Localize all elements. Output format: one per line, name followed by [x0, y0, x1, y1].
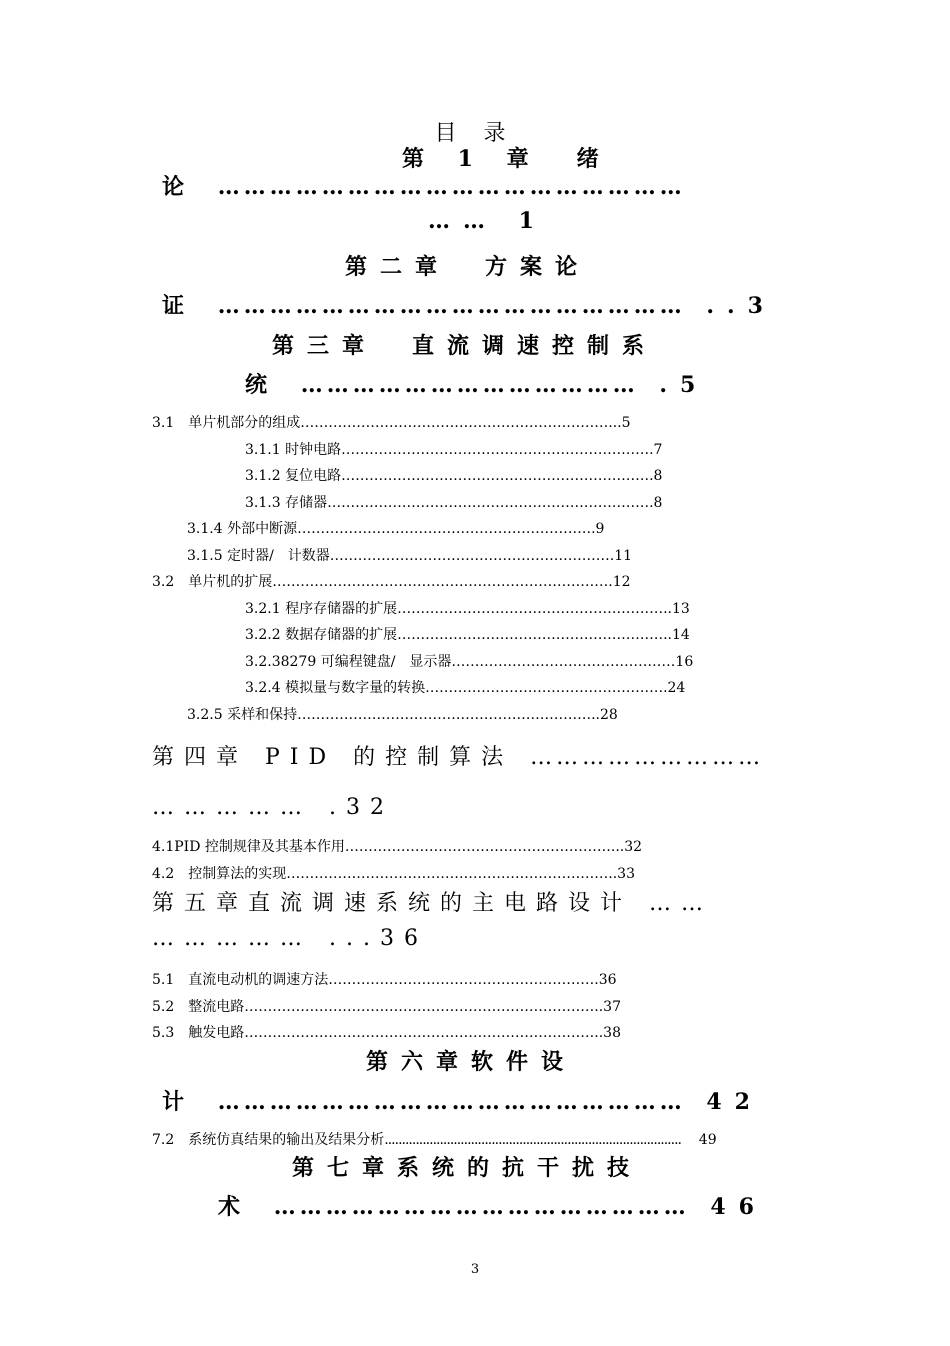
entry-page: .8	[649, 468, 663, 484]
entry-page: ..38	[594, 1025, 621, 1041]
toc-entry-5-3[interactable]	[152, 1022, 621, 1042]
chapter-1-leader-dots: ………………………………………………	[217, 174, 686, 200]
chapter-6-heading[interactable]: 第六章软件设	[366, 1049, 577, 1075]
chapter-6-leader-dots: ………………………………………………	[217, 1089, 686, 1115]
entry-dots: …………………………………………………………	[341, 468, 650, 484]
entry-label: 3.1.4 外部中断源	[187, 521, 298, 537]
chapter-5-heading[interactable]: 第五章直流调速系统的主电路设计 ……	[152, 891, 713, 916]
chapter-2-heading[interactable]: 第二章 方案论	[345, 254, 591, 280]
entry-dots: …………………………………………………………	[300, 415, 609, 431]
chapter-3-leader-dots: …………………………………	[300, 372, 639, 398]
toc-entry-4-2[interactable]	[152, 863, 635, 883]
entry-dots: ………………………………………………………	[297, 707, 592, 723]
entry-dots: …………………………………………………………………	[244, 1025, 595, 1041]
entry-dots: …………………………………………………………………	[244, 999, 595, 1015]
entry-label: 3.1.5 定时器/ 计数器	[187, 548, 330, 564]
toc-entry-3-2-5[interactable]	[187, 704, 618, 724]
entry-page: 49	[698, 1132, 717, 1148]
entry-page: ..14	[663, 627, 690, 643]
entry-label: 7.2 系统仿真结果的输出及结果分析	[152, 1132, 385, 1148]
entry-page: .36	[594, 972, 617, 988]
entry-dots: ......................................................................................	[384, 1132, 681, 1148]
entry-label: 5.1 直流电动机的调速方法	[152, 972, 329, 988]
page-number: 3	[470, 1262, 480, 1277]
chapter-3-heading[interactable]: 第三章 直流调速控制系	[272, 333, 658, 359]
entry-page: .8	[649, 495, 663, 511]
entry-label: 3.2.4 模拟量与数字量的转换	[245, 680, 426, 696]
entry-label: 4.1PID 控制规律及其基本作用	[152, 839, 345, 855]
entry-label: 3.1.3 存储器	[245, 495, 328, 511]
toc-entry-3-1-1[interactable]	[245, 439, 662, 459]
chapter-6-tail-text: 计	[162, 1089, 198, 1115]
entry-page: .11	[609, 548, 633, 564]
chapter-6-page: 42	[706, 1089, 763, 1115]
toc-entry-5-1[interactable]	[152, 969, 617, 989]
entry-dots: …………………………………………………	[397, 627, 664, 643]
entry-label: 3.1.2 复位电路	[245, 468, 342, 484]
toc-entry-3-2-4[interactable]	[245, 677, 685, 697]
entry-dots: ……………………………………………	[425, 680, 664, 696]
entry-dots: ……………………………………………………………	[327, 495, 650, 511]
chapter-2-title-tail[interactable]	[162, 289, 776, 320]
chapter-1-page[interactable]: …… 1	[428, 208, 547, 234]
toc-entry-3-2[interactable]	[152, 571, 631, 591]
toc-entry-5-2[interactable]	[152, 996, 621, 1016]
entry-label: 3.2.2 数据存储器的扩展	[245, 627, 398, 643]
toc-entry-3-2-1[interactable]	[245, 598, 690, 618]
entry-label: 5.2 整流电路	[152, 999, 245, 1015]
chapter-2-tail-text: 证	[162, 293, 198, 319]
chapter-3-title-tail[interactable]	[245, 368, 708, 399]
entry-dots: ………………………………………………………	[297, 521, 592, 537]
entry-page: ..33	[608, 866, 635, 882]
entry-page: ..13	[663, 601, 690, 617]
entry-page: .12	[608, 574, 631, 590]
entry-page: .7	[649, 442, 663, 458]
entry-page: ..28	[591, 707, 618, 723]
entry-label: 3.1.1 时钟电路	[245, 442, 342, 458]
entry-dots: …………………………………………	[451, 654, 676, 670]
entry-page: ...5	[608, 415, 631, 431]
entry-page: 16	[675, 654, 694, 670]
chapter-3-page: .5	[659, 372, 709, 398]
toc-entry-3-1-2[interactable]	[245, 465, 662, 485]
entry-dots: …………………………………………………	[344, 839, 611, 855]
entry-dots: ……………………………………………………	[329, 548, 610, 564]
entry-dots: ………………………………………………………………	[272, 574, 609, 590]
toc-entry-7-2[interactable]	[152, 1129, 717, 1149]
chapter-7-page: 46	[710, 1194, 767, 1220]
toc-entry-3-2-2[interactable]	[245, 624, 690, 644]
toc-entry-3-1-4[interactable]	[187, 518, 604, 538]
chapter-1-tail-text: 论	[162, 174, 198, 200]
chapter-4-heading[interactable]	[152, 740, 764, 771]
entry-page: ...32	[610, 839, 643, 855]
chapter-7-title-tail[interactable]	[218, 1190, 767, 1221]
chapter-2-leader-dots: ………………………………………………	[217, 293, 686, 319]
toc-entry-3-2-3[interactable]	[245, 651, 693, 671]
toc-entry-4-1[interactable]	[152, 836, 642, 856]
chapter-4-leader-dots: ………………………	[530, 745, 765, 770]
entry-dots: …………………………………………………	[397, 601, 664, 617]
chapter-6-title-tail[interactable]	[162, 1085, 763, 1116]
entry-label: 3.1 单片机部分的组成	[152, 415, 301, 431]
toc-entry-3-1[interactable]	[152, 412, 631, 432]
chapter-5-page[interactable]: …………… ...36	[152, 926, 428, 951]
entry-label: 3.2.1 程序存储器的扩展	[245, 601, 398, 617]
chapter-3-tail-text: 统	[245, 372, 281, 398]
chapter-4-page[interactable]: …………… .32	[152, 795, 394, 820]
chapter-7-leader-dots: …………………………………………	[273, 1194, 690, 1220]
chapter-2-page: ..3	[706, 293, 776, 319]
entry-label: 3.2 单片机的扩展	[152, 574, 273, 590]
entry-page: .24	[663, 680, 686, 696]
chapter-7-heading[interactable]: 第七章系统的抗干扰技	[292, 1155, 643, 1181]
entry-dots: …………………………………………………	[328, 972, 595, 988]
entry-page: .9	[591, 521, 605, 537]
chapter-1-heading[interactable]: 第 1 章 绪	[402, 146, 612, 172]
chapter-1-title-tail[interactable]	[162, 170, 686, 201]
entry-page: ..37	[594, 999, 621, 1015]
chapter-7-tail-text: 术	[218, 1194, 254, 1220]
toc-entry-3-1-3[interactable]	[245, 492, 662, 512]
entry-dots: ……………………………………………………………	[286, 866, 609, 882]
entry-label: 3.2.38279 可编程键盘/ 显示器	[245, 654, 452, 670]
entry-dots: …………………………………………………………	[341, 442, 650, 458]
chapter-4-text: 第四章 PID 的控制算法	[152, 745, 514, 770]
entry-label: 4.2 控制算法的实现	[152, 866, 287, 882]
toc-title: 目 录	[434, 121, 516, 146]
entry-label: 3.2.5 采样和保持	[187, 707, 298, 723]
toc-entry-3-1-5[interactable]	[187, 545, 632, 565]
entry-label: 5.3 触发电路	[152, 1025, 245, 1041]
